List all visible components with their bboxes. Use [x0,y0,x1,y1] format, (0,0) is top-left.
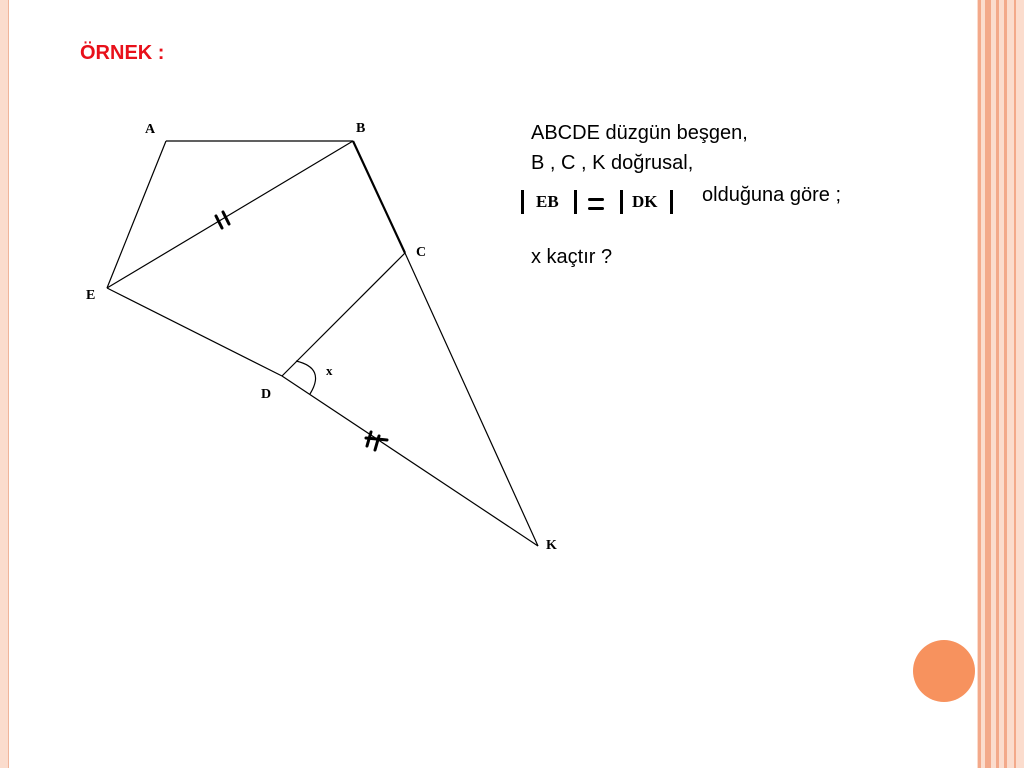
formula-right-term: DK [632,192,658,211]
decorative-circle [913,640,975,702]
vertex-label-a: A [145,122,156,137]
angle-label-x: x [326,363,333,378]
segment-eb [107,141,353,288]
slide-title: ÖRNEK : [80,42,165,64]
problem-line-3: olduğuna göre ; [702,184,842,206]
angle-arc [296,361,316,394]
segment-ae [107,141,166,288]
vertex-label-k: K [546,538,557,553]
vertex-label-e: E [86,288,96,303]
segment-cd [282,253,405,376]
vertex-label-c: C [416,245,427,260]
vertex-label-d: D [261,387,272,402]
vertex-label-b: B [356,121,366,136]
segment-bc [353,141,405,253]
formula-left-term: EB [536,192,559,211]
problem-line-2: B , C , K doğrusal, [531,152,694,174]
segment-ed [107,288,282,376]
problem-line-1: ABCDE düzgün beşgen, [531,122,748,144]
problem-question: x kaçtır ? [531,246,613,268]
tick-mark-dk [366,438,387,440]
